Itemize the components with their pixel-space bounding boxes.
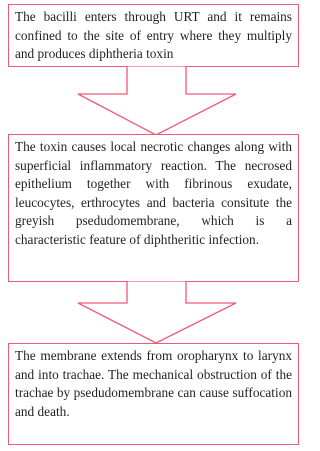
step-box-2 (8, 134, 299, 282)
step-box-3 (8, 343, 299, 445)
down-arrow-1 (0, 66, 312, 136)
down-arrow-2 (0, 281, 312, 344)
step-text-1: The bacilli enters through URT and it remains confined to the site of entry where they multiply and produces diphtheria toxin (15, 9, 292, 61)
step-box-1 (8, 4, 299, 67)
step-text-3: The membrane extends from oropharynx to larynx and into trachae. The mechanical obstruction of the trachae by psedudomembrane can cause suffocation and death. (15, 348, 292, 419)
step-text-2: The toxin causes local necrotic changes along with superficial inflammatory reaction. The necrosed epithelium together with fibrinous exudate, leucocytes, erthrocytes and bacteria consitute the greyish psedudomembrane, which is a characteristic feature of diphtheritic infection. (15, 139, 292, 247)
